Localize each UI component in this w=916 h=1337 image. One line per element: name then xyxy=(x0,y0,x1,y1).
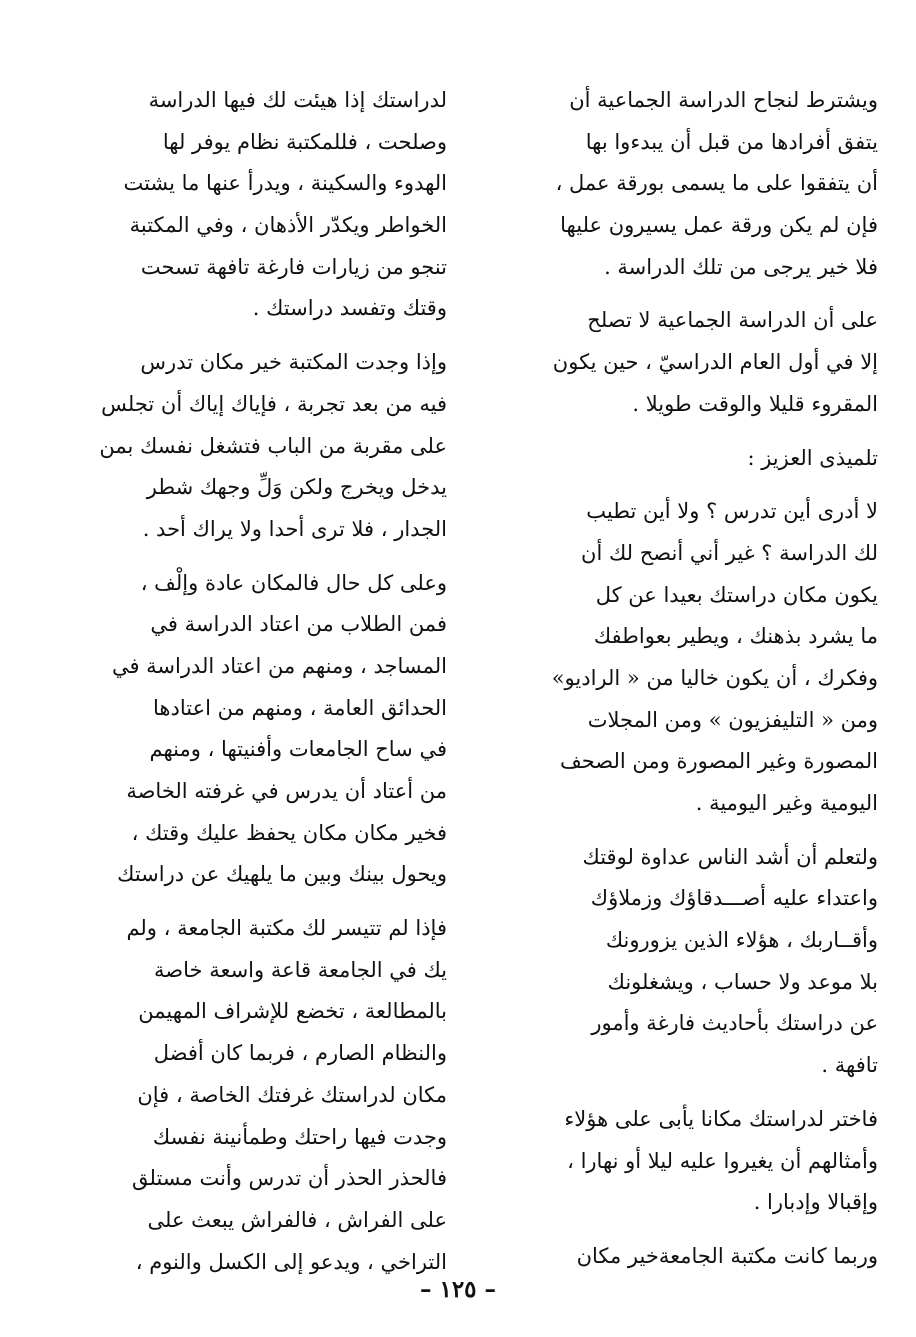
left-column xyxy=(91,80,447,1295)
text-line: فيه من بعد تجربة ، فإياك إياك أن تجلس xyxy=(101,391,447,416)
text-line: وعلى كل حال فالمكان عادة وإلْف ، xyxy=(140,570,447,595)
text-line: على مقربة من الباب فتشغل نفسك بمن xyxy=(99,433,447,458)
text-line: الهدوء والسكينة ، ويدرأ عنها ما يشتت xyxy=(123,171,447,196)
text-line: لدراستك إذا هيئت لك فيها الدراسة xyxy=(148,88,447,112)
paragraph xyxy=(522,300,878,425)
text-line: وصلحت ، فللمكتبة نظام يوفر لها xyxy=(162,129,447,154)
text-line: التراخي ، ويدعو إلى الكسل والنوم ، xyxy=(135,1249,447,1274)
text-line: ويشترط لنجاح الدراسة الجماعية أن xyxy=(569,88,878,112)
paragraph xyxy=(522,1236,878,1278)
text-line: فلا خير يرجى من تلك الدراسة . xyxy=(604,254,878,279)
text-line: اليومية وغير اليومية . xyxy=(695,791,878,815)
right-column xyxy=(522,80,878,1290)
text-line: المساجد ، ومنهم من اعتاد الدراسة في xyxy=(111,653,447,678)
text-line: في ساح الجامعات وأفنيتها ، ومنهم xyxy=(149,737,447,762)
paragraph xyxy=(522,80,878,288)
text-line: تافهة . xyxy=(821,1053,878,1078)
text-line: بالمطالعة ، تخضع للإشراف المهيمن xyxy=(138,999,447,1024)
text-line: بلا موعد ولا حساب ، ويشغلونك xyxy=(607,969,878,994)
text-line: ومن « التليفزيون » ومن المجلات xyxy=(587,707,878,732)
paragraph xyxy=(522,491,878,825)
text-line: فخير مكان مكان يحفظ عليك وقتك ، xyxy=(131,820,447,845)
text-line: المصورة وغير المصورة ومن الصحف xyxy=(559,749,878,774)
text-line: تلميذى العزيز : xyxy=(747,445,878,470)
text-line: يتفق أفرادها من قبل أن يبدءوا بها xyxy=(585,129,878,154)
text-line: على الفراش ، فالفراش يبعث على xyxy=(147,1207,447,1232)
text-line: فالحذر الحذر أن تدرس وأنت مستلق xyxy=(131,1166,447,1191)
text-line: تنجو من زيارات فارغة تافهة تسحت xyxy=(140,254,447,279)
text-line: لك الدراسة ؟ غير أني أنصح لك أن xyxy=(581,540,878,565)
text-line: ولتعلم أن أشد الناس عداوة لوقتك xyxy=(582,844,878,869)
paragraph xyxy=(522,438,878,480)
text-line: فمن الطلاب من اعتاد الدراسة في xyxy=(150,612,447,637)
text-line: من أعتاد أن يدرس في غرفته الخاصة xyxy=(126,779,447,803)
text-line: وربما كانت مكتبة الجامعةخير مكان xyxy=(576,1243,878,1268)
text-line: المقروء قليلا والوقت طويلا . xyxy=(632,391,878,416)
text-line: أن يتفقوا على ما يسمى بورقة عمل ، xyxy=(555,171,878,196)
text-line: يدخل ويخرج ولكن وَلِّ وجهك شطر xyxy=(146,475,447,500)
text-line: يكون مكان دراستك بعيدا عن كل xyxy=(595,582,878,607)
text-line: فاختر لدراستك مكانا يأبى على هؤلاء xyxy=(564,1106,878,1131)
text-line: فإذا لم تتيسر لك مكتبة الجامعة ، ولم xyxy=(126,916,447,941)
text-line: وقتك وتفسد دراستك . xyxy=(252,296,447,321)
text-line: على أن الدراسة الجماعية لا تصلح xyxy=(587,308,878,333)
text-line: وأقــاربك ، هؤلاء الذين يزورونك xyxy=(605,928,878,953)
text-line: الخواطر ويكدّر الأذهان ، وفي المكتبة xyxy=(129,213,447,238)
paragraph xyxy=(91,563,447,897)
text-line: مكان لدراستك غرفتك الخاصة ، فإن xyxy=(137,1082,447,1107)
text-line: وأمثالهم أن يغيروا عليه ليلا أو نهارا ، xyxy=(567,1148,878,1173)
text-line: وفكرك ، أن يكون خاليا من « الراديو» xyxy=(551,665,878,690)
text-line: واعتداء عليه أصـــدقاؤك وزملاؤك xyxy=(590,886,878,911)
text-line: وجدت فيها راحتك وطمأنينة نفسك xyxy=(152,1124,447,1149)
text-line: فإن لم يكن ورقة عمل يسيرون عليها xyxy=(560,213,878,238)
text-line: يك في الجامعة قاعة واسعة خاصة xyxy=(154,957,447,982)
text-line: إلا في أول العام الدراسيّ ، حين يكون xyxy=(552,350,878,375)
text-line: ويحول بينك وبين ما يلهيك عن دراستك xyxy=(117,862,447,887)
text-line: الحدائق العامة ، ومنهم من اعتادها xyxy=(153,695,447,720)
text-line: والنظام الصارم ، فربما كان أفضل xyxy=(153,1041,447,1066)
text-line: لا أدرى أين تدرس ؟ ولا أين تطيب xyxy=(586,499,878,524)
paragraph xyxy=(522,837,878,1087)
paragraph xyxy=(91,908,447,1283)
text-line: وإقبالا وإدبارا . xyxy=(753,1190,878,1215)
text-line: ما يشرد بذهنك ، ويطير بعواطفك xyxy=(593,624,878,649)
text-line: وإذا وجدت المكتبة خير مكان تدرس xyxy=(140,350,447,375)
paragraph xyxy=(522,1099,878,1224)
text-line: الجدار ، فلا ترى أحدا ولا يراك أحد . xyxy=(142,516,447,541)
paragraph xyxy=(91,342,447,550)
page-number: – ١٢٥ – xyxy=(419,1276,497,1303)
paragraph xyxy=(91,80,447,330)
text-line: عن دراستك بأحاديث فارغة وأمور xyxy=(591,1011,878,1036)
